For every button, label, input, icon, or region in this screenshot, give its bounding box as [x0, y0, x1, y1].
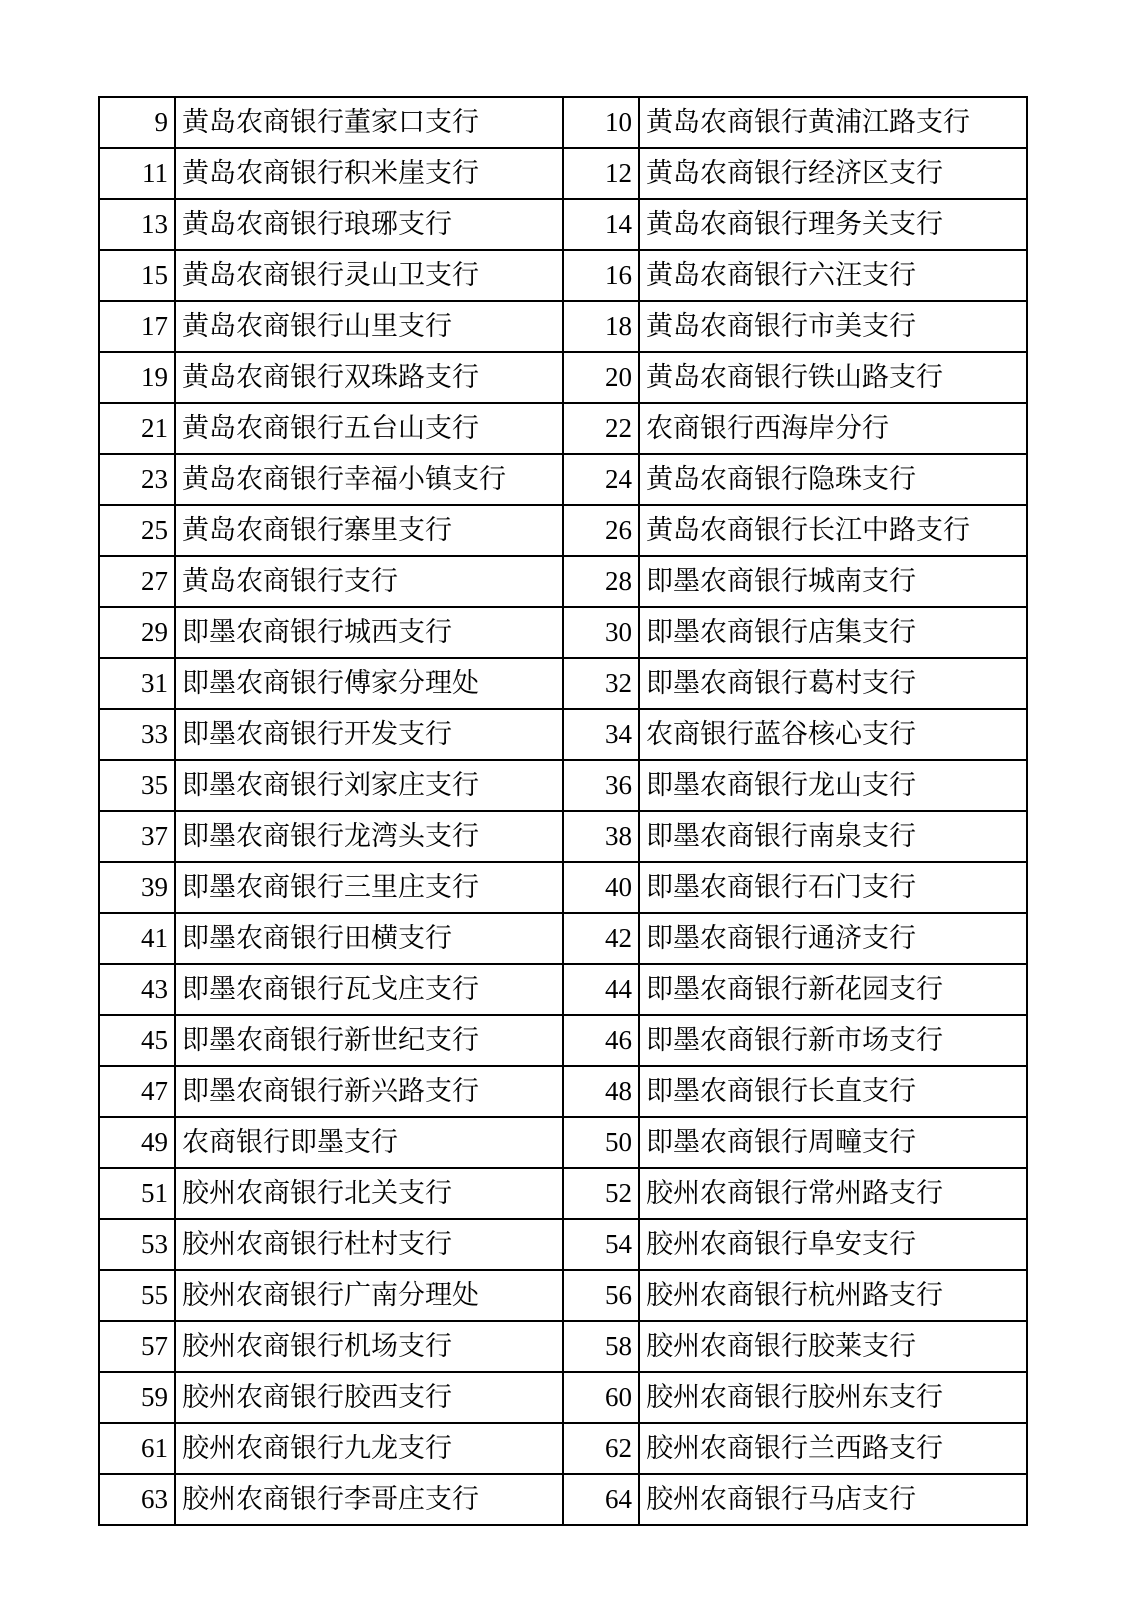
- branch-name-cell: 胶州农商银行杭州路支行: [639, 1270, 1027, 1321]
- branch-name-cell: 即墨农商银行店集支行: [639, 607, 1027, 658]
- row-index-cell: 25: [99, 505, 175, 556]
- table-row: [99, 658, 1027, 709]
- branch-name-cell: 黄岛农商银行黄浦江路支行: [639, 97, 1027, 148]
- row-index-cell: 47: [99, 1066, 175, 1117]
- table-row: [99, 607, 1027, 658]
- row-index-cell: 58: [563, 1321, 639, 1372]
- branch-name-cell: 胶州农商银行机场支行: [175, 1321, 563, 1372]
- table-row: [99, 1219, 1027, 1270]
- branch-name-cell: 黄岛农商银行董家口支行: [175, 97, 563, 148]
- row-index-cell: 21: [99, 403, 175, 454]
- row-index-cell: 60: [563, 1372, 639, 1423]
- row-index-cell: 34: [563, 709, 639, 760]
- table-row: [99, 352, 1027, 403]
- row-index-cell: 9: [99, 97, 175, 148]
- branch-name-cell: 胶州农商银行杜村支行: [175, 1219, 563, 1270]
- row-index-cell: 31: [99, 658, 175, 709]
- table-row: [99, 862, 1027, 913]
- row-index-cell: 27: [99, 556, 175, 607]
- row-index-cell: 55: [99, 1270, 175, 1321]
- branch-name-cell: 黄岛农商银行双珠路支行: [175, 352, 563, 403]
- row-index-cell: 39: [99, 862, 175, 913]
- branch-name-cell: 胶州农商银行常州路支行: [639, 1168, 1027, 1219]
- branch-name-cell: 胶州农商银行阜安支行: [639, 1219, 1027, 1270]
- branch-name-cell: 胶州农商银行李哥庄支行: [175, 1474, 563, 1525]
- branch-name-cell: 黄岛农商银行山里支行: [175, 301, 563, 352]
- row-index-cell: 26: [563, 505, 639, 556]
- table-row: [99, 148, 1027, 199]
- row-index-cell: 41: [99, 913, 175, 964]
- table-row: [99, 1270, 1027, 1321]
- table-row: [99, 1423, 1027, 1474]
- row-index-cell: 52: [563, 1168, 639, 1219]
- table-row: [99, 1321, 1027, 1372]
- branch-name-cell: 即墨农商银行石门支行: [639, 862, 1027, 913]
- branch-name-cell: 胶州农商银行马店支行: [639, 1474, 1027, 1525]
- row-index-cell: 42: [563, 913, 639, 964]
- row-index-cell: 10: [563, 97, 639, 148]
- branch-name-cell: 胶州农商银行北关支行: [175, 1168, 563, 1219]
- branch-name-cell: 黄岛农商银行支行: [175, 556, 563, 607]
- row-index-cell: 40: [563, 862, 639, 913]
- row-index-cell: 22: [563, 403, 639, 454]
- branch-name-cell: 农商银行蓝谷核心支行: [639, 709, 1027, 760]
- row-index-cell: 28: [563, 556, 639, 607]
- table-row: [99, 1117, 1027, 1168]
- row-index-cell: 13: [99, 199, 175, 250]
- branch-name-cell: 农商银行即墨支行: [175, 1117, 563, 1168]
- row-index-cell: 33: [99, 709, 175, 760]
- table-row: [99, 454, 1027, 505]
- row-index-cell: 38: [563, 811, 639, 862]
- branch-name-cell: 黄岛农商银行灵山卫支行: [175, 250, 563, 301]
- row-index-cell: 15: [99, 250, 175, 301]
- branch-name-cell: 黄岛农商银行寨里支行: [175, 505, 563, 556]
- branch-name-cell: 胶州农商银行胶莱支行: [639, 1321, 1027, 1372]
- branch-name-cell: 即墨农商银行龙山支行: [639, 760, 1027, 811]
- branch-name-cell: 即墨农商银行田横支行: [175, 913, 563, 964]
- row-index-cell: 23: [99, 454, 175, 505]
- row-index-cell: 53: [99, 1219, 175, 1270]
- branch-name-cell: 胶州农商银行九龙支行: [175, 1423, 563, 1474]
- branch-name-cell: 即墨农商银行周疃支行: [639, 1117, 1027, 1168]
- row-index-cell: 16: [563, 250, 639, 301]
- table-row: [99, 760, 1027, 811]
- table-row: [99, 709, 1027, 760]
- row-index-cell: 35: [99, 760, 175, 811]
- row-index-cell: 59: [99, 1372, 175, 1423]
- row-index-cell: 30: [563, 607, 639, 658]
- row-index-cell: 37: [99, 811, 175, 862]
- table-row: [99, 1474, 1027, 1525]
- row-index-cell: 63: [99, 1474, 175, 1525]
- row-index-cell: 32: [563, 658, 639, 709]
- branch-name-cell: 黄岛农商银行经济区支行: [639, 148, 1027, 199]
- table-row: [99, 1372, 1027, 1423]
- row-index-cell: 20: [563, 352, 639, 403]
- row-index-cell: 46: [563, 1015, 639, 1066]
- table-body: [99, 97, 1027, 1525]
- table-row: [99, 199, 1027, 250]
- table-row: [99, 1015, 1027, 1066]
- row-index-cell: 62: [563, 1423, 639, 1474]
- row-index-cell: 24: [563, 454, 639, 505]
- branch-name-cell: 即墨农商银行三里庄支行: [175, 862, 563, 913]
- branch-name-cell: 即墨农商银行南泉支行: [639, 811, 1027, 862]
- row-index-cell: 44: [563, 964, 639, 1015]
- row-index-cell: 14: [563, 199, 639, 250]
- branch-name-cell: 黄岛农商银行五台山支行: [175, 403, 563, 454]
- table-row: [99, 301, 1027, 352]
- branch-name-cell: 即墨农商银行新市场支行: [639, 1015, 1027, 1066]
- branch-name-cell: 即墨农商银行葛村支行: [639, 658, 1027, 709]
- branch-name-cell: 即墨农商银行新花园支行: [639, 964, 1027, 1015]
- table-row: [99, 505, 1027, 556]
- branch-name-cell: 即墨农商银行开发支行: [175, 709, 563, 760]
- branch-name-cell: 即墨农商银行傅家分理处: [175, 658, 563, 709]
- branch-name-cell: 即墨农商银行刘家庄支行: [175, 760, 563, 811]
- branch-name-cell: 即墨农商银行瓦戈庄支行: [175, 964, 563, 1015]
- branch-name-cell: 黄岛农商银行六汪支行: [639, 250, 1027, 301]
- row-index-cell: 18: [563, 301, 639, 352]
- row-index-cell: 50: [563, 1117, 639, 1168]
- row-index-cell: 48: [563, 1066, 639, 1117]
- bank-branch-table: [98, 96, 1028, 1526]
- row-index-cell: 49: [99, 1117, 175, 1168]
- branch-name-cell: 黄岛农商银行隐珠支行: [639, 454, 1027, 505]
- branch-name-cell: 黄岛农商银行琅琊支行: [175, 199, 563, 250]
- row-index-cell: 17: [99, 301, 175, 352]
- row-index-cell: 64: [563, 1474, 639, 1525]
- table-row: [99, 964, 1027, 1015]
- row-index-cell: 12: [563, 148, 639, 199]
- row-index-cell: 61: [99, 1423, 175, 1474]
- row-index-cell: 43: [99, 964, 175, 1015]
- branch-name-cell: 黄岛农商银行幸福小镇支行: [175, 454, 563, 505]
- branch-name-cell: 胶州农商银行广南分理处: [175, 1270, 563, 1321]
- branch-name-cell: 黄岛农商银行理务关支行: [639, 199, 1027, 250]
- table-row: [99, 1066, 1027, 1117]
- row-index-cell: 36: [563, 760, 639, 811]
- table-row: [99, 1168, 1027, 1219]
- branch-name-cell: 黄岛农商银行积米崖支行: [175, 148, 563, 199]
- branch-name-cell: 农商银行西海岸分行: [639, 403, 1027, 454]
- branch-name-cell: 即墨农商银行长直支行: [639, 1066, 1027, 1117]
- row-index-cell: 45: [99, 1015, 175, 1066]
- table-row: [99, 913, 1027, 964]
- table-row: [99, 97, 1027, 148]
- table-row: [99, 811, 1027, 862]
- branch-name-cell: 即墨农商银行新兴路支行: [175, 1066, 563, 1117]
- row-index-cell: 19: [99, 352, 175, 403]
- row-index-cell: 11: [99, 148, 175, 199]
- branch-name-cell: 即墨农商银行城南支行: [639, 556, 1027, 607]
- table-row: [99, 403, 1027, 454]
- table-row: [99, 556, 1027, 607]
- branch-name-cell: 黄岛农商银行市美支行: [639, 301, 1027, 352]
- branch-name-cell: 即墨农商银行龙湾头支行: [175, 811, 563, 862]
- row-index-cell: 56: [563, 1270, 639, 1321]
- branch-name-cell: 胶州农商银行兰西路支行: [639, 1423, 1027, 1474]
- branch-name-cell: 即墨农商银行通济支行: [639, 913, 1027, 964]
- branch-name-cell: 即墨农商银行新世纪支行: [175, 1015, 563, 1066]
- row-index-cell: 54: [563, 1219, 639, 1270]
- branch-name-cell: 胶州农商银行胶州东支行: [639, 1372, 1027, 1423]
- row-index-cell: 29: [99, 607, 175, 658]
- table-row: [99, 250, 1027, 301]
- row-index-cell: 57: [99, 1321, 175, 1372]
- branch-name-cell: 即墨农商银行城西支行: [175, 607, 563, 658]
- branch-name-cell: 黄岛农商银行长江中路支行: [639, 505, 1027, 556]
- branch-name-cell: 胶州农商银行胶西支行: [175, 1372, 563, 1423]
- branch-name-cell: 黄岛农商银行铁山路支行: [639, 352, 1027, 403]
- row-index-cell: 51: [99, 1168, 175, 1219]
